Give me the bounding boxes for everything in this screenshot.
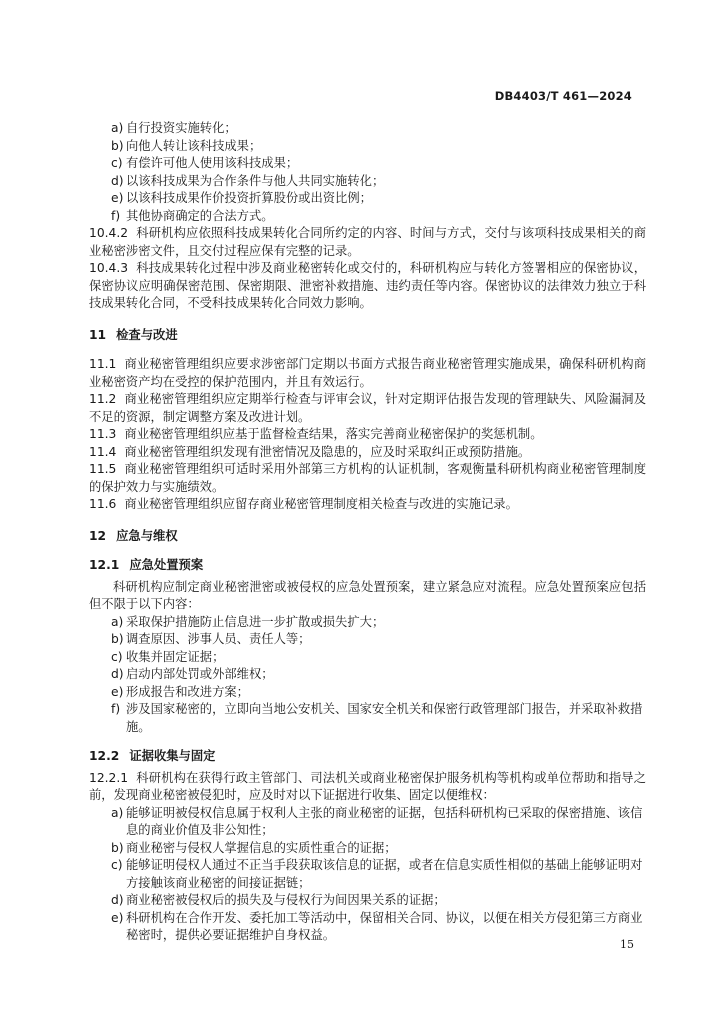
list-item-text: 商业秘密被侵权后的损失及与侵权行为间因果关系的证据； bbox=[126, 893, 446, 907]
list-item-text: 其他协商确定的合法方式。 bbox=[126, 208, 274, 223]
clause-11-5 bbox=[89, 461, 646, 496]
section-number: 12 bbox=[89, 528, 107, 543]
subsection-title: 应急处置预案 bbox=[129, 558, 204, 572]
list-marker: b) bbox=[111, 840, 124, 855]
standard-code: DB4403/T 461—2024 bbox=[494, 89, 632, 103]
clause-11-1 bbox=[89, 356, 646, 391]
clause-text: 商业秘密管理组织应定期举行检查与评审会议，针对定期评估报告发现的管理缺失、风险漏洞及不足的资源，制定调整方案及改进计划。 bbox=[89, 392, 646, 424]
list-item bbox=[89, 910, 646, 945]
list-item-text: 采取保护措施防止信息进一步扩散或损失扩大； bbox=[126, 614, 385, 629]
list-marker: d) bbox=[111, 667, 124, 681]
list-item bbox=[89, 208, 646, 226]
clause-number: 11.5 bbox=[89, 462, 117, 476]
list-item-text: 有偿许可他人使用该科技成果； bbox=[126, 156, 299, 170]
list-item bbox=[89, 684, 646, 702]
list-item-text: 自行投资实施转化； bbox=[126, 121, 237, 135]
list-item bbox=[89, 190, 646, 208]
list-marker: a) bbox=[111, 121, 124, 135]
section-heading-11 bbox=[89, 327, 646, 345]
list-item-text: 启动内部处罚或外部维权； bbox=[126, 667, 274, 681]
list-item bbox=[89, 120, 646, 138]
list-item bbox=[89, 155, 646, 173]
list-marker: d) bbox=[111, 893, 124, 907]
clause-number: 11.3 bbox=[89, 427, 117, 441]
list-item-text: 向他人转让该科技成果； bbox=[126, 138, 262, 153]
list-marker: e) bbox=[111, 191, 124, 205]
clause-number: 10.4.2 bbox=[89, 226, 129, 240]
section-11-clauses bbox=[89, 356, 646, 514]
section-title: 检查与改进 bbox=[116, 327, 178, 342]
list-marker: f) bbox=[111, 208, 121, 223]
clause-text: 商业秘密管理组织应留存商业秘密管理制度相关检查与改进的实施记录。 bbox=[124, 497, 518, 511]
clause-12-2-1 bbox=[89, 770, 646, 805]
list-marker: c) bbox=[111, 649, 123, 664]
list-item bbox=[89, 840, 646, 858]
subsection-number: 12.1 bbox=[89, 558, 120, 572]
clause-text: 科技成果转化过程中涉及商业秘密转化或交付的，科研机构应与转化方签署相应的保密协议，保密协议应明确保密范围、保密期限、泄密补救措施、违约责任等内容。保密协议的法律效力独立于科技成果转化合同，不受科技成果转化合同效力影响。 bbox=[89, 261, 646, 310]
section-title: 应急与维权 bbox=[116, 528, 178, 543]
subsection-title: 证据收集与固定 bbox=[129, 749, 216, 763]
list-item-text: 商业秘密与侵权人掌握信息的实质性重合的证据； bbox=[126, 840, 397, 855]
clause-text: 科研机构应依照科技成果转化合同所约定的内容、时间与方式，交付与该项科技成果相关的商业秘密涉密文件，且交付过程应保有完整的记录。 bbox=[89, 226, 646, 258]
list-item-text: 涉及国家秘密的，立即向当地公安机关、国家安全机关和保密行政管理部门报告，并采取补救措施。 bbox=[126, 702, 643, 734]
list-item-text: 收集并固定证据； bbox=[126, 649, 225, 664]
clause-text: 商业秘密管理组织应基于监督检查结果，落实完善商业秘密保护的奖惩机制。 bbox=[124, 427, 543, 441]
clause-11-3 bbox=[89, 426, 646, 444]
list-item-text: 科研机构在合作开发、委托加工等活动中，保留相关合同、协议，以便在相关方侵犯第三方商业秘密时，提供必要证据维护自身权益。 bbox=[126, 910, 643, 942]
list-item bbox=[89, 857, 646, 892]
list-marker: c) bbox=[111, 156, 123, 170]
list-marker: a) bbox=[111, 614, 124, 629]
list-marker: c) bbox=[111, 858, 123, 872]
clause-11-4 bbox=[89, 444, 646, 462]
clause-number: 11.6 bbox=[89, 497, 117, 511]
list-marker: a) bbox=[111, 805, 124, 820]
clause-number: 11.4 bbox=[89, 444, 117, 459]
list-item bbox=[89, 631, 646, 649]
clause-number: 11.1 bbox=[89, 357, 117, 371]
list-item bbox=[89, 666, 646, 684]
list-item-text: 调查原因、涉事人员、责任人等； bbox=[126, 632, 311, 646]
clause-text: 商业秘密管理组织发现有泄密情况及隐患的，应及时采取纠正或预防措施。 bbox=[124, 444, 531, 459]
list-marker: e) bbox=[111, 684, 124, 699]
clause-text: 商业秘密管理组织应要求涉密部门定期以书面方式报告商业秘密管理实施成果，确保科研机构商业秘密资产均在受控的保护范围内，并且有效运行。 bbox=[89, 357, 646, 389]
clause-text: 科研机构在获得行政主管部门、司法机关或商业秘密保护服务机构等机构或单位帮助和指导之前，发现商业秘密被侵犯时，应及时对以下证据进行收集、固定以便维权： bbox=[89, 770, 646, 802]
clause-text: 商业秘密管理组织可适时采用外部第三方机构的认证机制，客观衡量科研机构商业秘密管理制度的保护效力与实施绩效。 bbox=[89, 462, 646, 494]
list-marker: e) bbox=[111, 910, 124, 925]
transfer-methods-list bbox=[89, 120, 646, 225]
document-body bbox=[89, 120, 646, 945]
subsection-heading-12-2 bbox=[89, 748, 646, 766]
emergency-plan-list bbox=[89, 614, 646, 737]
clause-11-6 bbox=[89, 496, 646, 514]
page-number: 15 bbox=[620, 938, 634, 951]
list-item bbox=[89, 138, 646, 156]
subsection-number: 12.2 bbox=[89, 749, 120, 763]
emergency-plan-paragraph: 科研机构应制定商业秘密泄密或被侵权的应急处置预案，建立紧急应对流程。应急处置预案应包括但不限于以下内容： bbox=[89, 579, 646, 611]
list-marker: d) bbox=[111, 173, 124, 188]
clause-number: 10.4.3 bbox=[89, 261, 129, 275]
list-marker: b) bbox=[111, 138, 124, 153]
clause-number: 11.2 bbox=[89, 392, 117, 406]
list-item-text: 以该科技成果作价投资折算股份或出资比例； bbox=[126, 191, 372, 205]
evidence-list bbox=[89, 805, 646, 945]
list-item bbox=[89, 805, 646, 840]
clause-10-4-2 bbox=[89, 225, 646, 260]
list-item-text: 能够证明被侵权信息属于权利人主张的商业秘密的证据，包括科研机构已采取的保密措施、该信息的商业价值及非公知性； bbox=[126, 805, 643, 837]
list-item bbox=[89, 892, 646, 910]
section-number: 11 bbox=[89, 327, 107, 342]
list-marker: b) bbox=[111, 632, 124, 646]
list-item bbox=[89, 173, 646, 191]
list-item-text: 能够证明侵权人通过不正当手段获取该信息的证据，或者在信息实质性相似的基础上能够证明对方接触该商业秘密的间接证据链； bbox=[126, 858, 643, 890]
clause-number: 12.2.1 bbox=[89, 770, 129, 785]
list-item bbox=[89, 614, 646, 632]
list-item bbox=[89, 649, 646, 667]
list-item bbox=[89, 701, 646, 736]
clause-11-2 bbox=[89, 391, 646, 426]
list-item-text: 以该科技成果为合作条件与他人共同实施转化； bbox=[126, 173, 385, 188]
subsection-heading-12-1 bbox=[89, 557, 646, 575]
list-marker: f) bbox=[111, 702, 121, 716]
clause-10-4-3 bbox=[89, 260, 646, 313]
section-heading-12 bbox=[89, 528, 646, 546]
list-item-text: 形成报告和改进方案； bbox=[126, 684, 249, 699]
